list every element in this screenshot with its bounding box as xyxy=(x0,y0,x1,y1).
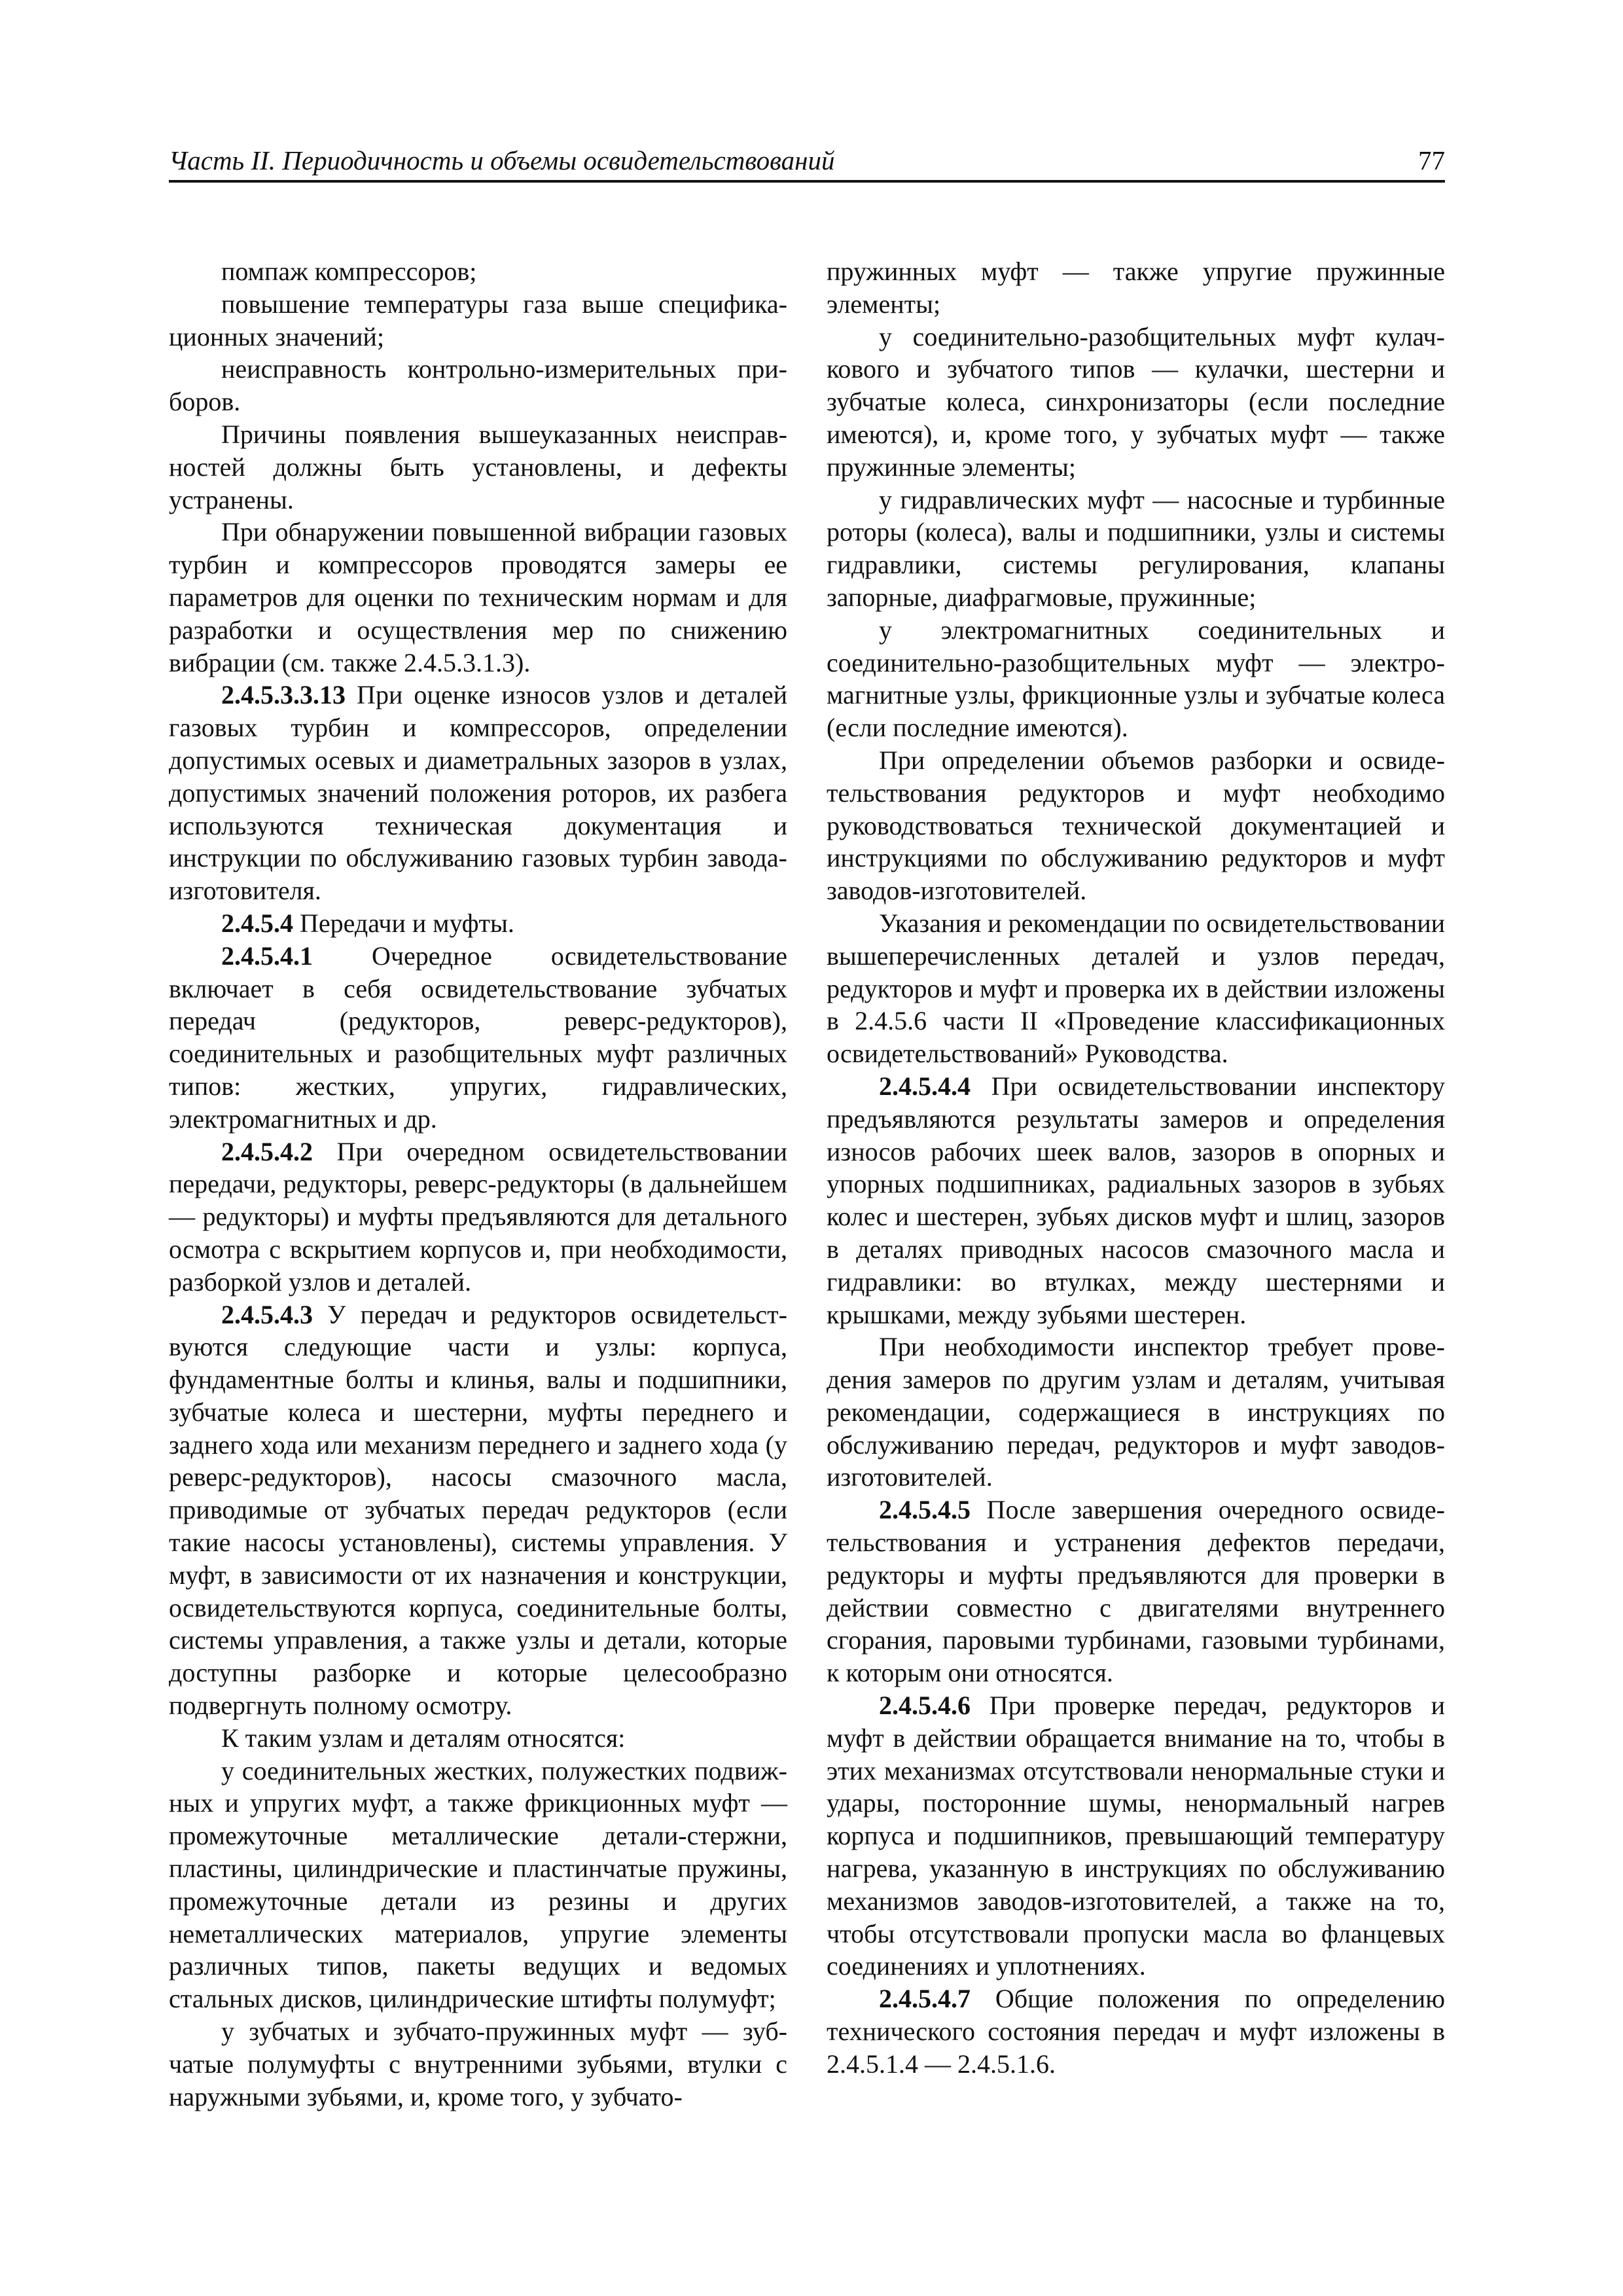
section-number: 2.4.5.4.5 xyxy=(879,1495,971,1525)
paragraph xyxy=(169,288,787,353)
paragraph xyxy=(827,1494,1445,1689)
section-number: 2.4.5.4.4 xyxy=(879,1071,971,1101)
paragraph xyxy=(169,907,787,940)
paragraph-text: При проверке передач, редукторов и муфт в действии обращается внимание на то, чтобы в этих механизмах отсутствовали ненормальные стуки и удары, посторонние шумы, ненормальный нагрев корпуса и подшипников, превышающий температуру нагрева, указанную в инструкциях по обслуживанию механизмов заводов-изготовителей, а также на то, чтобы отсутствовали пропуски масла во фланцевых соединениях и уплотнениях. xyxy=(827,1691,1445,1981)
paragraph-text: При оценке износов узлов и деталей газовых турбин и компрессоров, определении допустимых осевых и диаметральных зазоров в узлах, допустимых значений положения роторов, их разбега используются техническая документация и инструкции по обслуживанию газовых турбин завода-изготовителя. xyxy=(169,680,787,906)
paragraph xyxy=(169,1755,787,2015)
paragraph-text: При определении объемов разборки и освидетельствования редукторов и муфт необходимо руководствоваться технической документацией и инструкциями по обслуживанию редукторов и муфт заводов-изготовителей. xyxy=(827,745,1445,906)
paragraph xyxy=(169,353,787,418)
paragraph xyxy=(827,255,1445,321)
paragraph xyxy=(169,516,787,679)
paragraph-text: После завершения очередного освидетельствования и устранения дефектов передачи, редукторы и муфты предъявляются для проверки в действии совместно с двигателями внутреннего сгорания, паровыми турбинами, газовыми турбинами, к которым они относятся. xyxy=(827,1495,1445,1688)
paragraph-text: у зубчатых и зубчато-пружинных муфт — зубчатые полумуфты с внутренними зубьями, втулки с наружными зубьями, и, кроме того, у зубчато- xyxy=(169,2017,787,2111)
section-number: 2.4.5.4.2 xyxy=(221,1136,313,1166)
paragraph-text: помпаж компрессоров; xyxy=(221,257,477,286)
paragraph xyxy=(169,1722,787,1755)
paragraph-text: Общие положения по определению технического состояния передач и муфт изложены в 2.4.5.1.4 — 2.4.5.1.6. xyxy=(827,1984,1445,2079)
section-number: 2.4.5.4 xyxy=(221,908,293,938)
paragraph-text: у электромагнитных соединительных и соединительно-разобщительных муфт — электромагнитные узлы, фрикционные узлы и зубчатые колеса (если последние имеются). xyxy=(827,615,1445,743)
paragraph-text: пружинных муфт — также упругие пружинные элементы; xyxy=(827,257,1445,319)
paragraph xyxy=(169,255,787,288)
left-column xyxy=(169,255,787,2113)
page-number: 77 xyxy=(1418,145,1445,175)
paragraph xyxy=(827,1982,1445,2080)
paragraph-text: При обнаружении повышенной вибрации газовых турбин и компрессоров проводятся замеры ее параметров для оценки по техническим нормам и для разработки и осуществления мер по снижению вибрации (см. также 2.4.5.3.1.3). xyxy=(169,517,787,677)
paragraph xyxy=(827,1070,1445,1331)
paragraph-text: Очередное освидетельствование включает в себя освидетельствование зубчатых передач (редукторов, реверс-редукторов), соединительных и разобщительных муфт различных типов: жестких, упругих, гидравлических, электромагнитных и др. xyxy=(169,941,787,1134)
section-number: 2.4.5.3.3.13 xyxy=(221,680,346,710)
paragraph xyxy=(169,940,787,1136)
paragraph-text: Указания и рекомендации по освидетельствовании вышеперечисленных деталей и узлов передач, редукторов и муфт и проверка их в действии изложены в 2.4.5.6 части II «Проведение классификационных освидетельствований» Руководства. xyxy=(827,908,1445,1069)
paragraph-text: У передач и редукторов освидетельствуются следующие части и узлы: корпуса, фундаментные болты и клинья, валы и подшипники, зубчатые колеса и шестерни, муфты переднего и заднего хода или механизм переднего и заднего хода (у реверс-редукторов), насосы смазочного масла, приводимые от зубчатых передач редукторов (если такие насосы установлены), системы управления. У муфт, в зависимости от их назначения и конструкции, освидетельствуются корпуса, соединительные болты, системы управления, а также узлы и детали, которые доступны разборке и которые целесообразно подвергнуть полному осмотру. xyxy=(169,1299,787,1721)
paragraph xyxy=(169,1299,787,1722)
paragraph xyxy=(169,2015,787,2113)
paragraph xyxy=(827,744,1445,907)
paragraph xyxy=(827,1689,1445,1982)
paragraph xyxy=(169,418,787,516)
section-number: 2.4.5.4.3 xyxy=(221,1299,313,1329)
paragraph-text: у гидравлических муфт — насосные и турбинные роторы (колеса), валы и подшипники, узлы и системы гидравлики, системы регулирования, клапаны запорные, диафрагмовые, пружинные; xyxy=(827,484,1445,612)
section-number: 2.4.5.4.7 xyxy=(879,1984,971,2014)
paragraph xyxy=(827,1331,1445,1494)
paragraph xyxy=(169,679,787,907)
paragraph-text: При освидетельствовании инспектору предъявляются результаты замеров и определения износов рабочих шеек валов, зазоров в опорных и упорных подшипниках, радиальных зазоров в зубьях колес и шестерен, зубьях дисков муфт и шлиц, зазоров в деталях приводных насосов смазочного масла и гидравлики: во втулках, между шестернями и крышками, между зубьями шестерен. xyxy=(827,1071,1445,1329)
section-number: 2.4.5.4.1 xyxy=(221,941,313,971)
paragraph xyxy=(169,1136,787,1299)
paragraph-text: Причины появления вышеуказанных неисправностей должны быть установлены, и дефекты устранены. xyxy=(169,419,787,514)
right-column xyxy=(827,255,1445,2081)
paragraph-text: При очередном освидетельствовании передачи, редукторы, реверс-редукторы (в дальнейшем — редукторы) и муфты предъявляются для детального осмотра с вскрытием корпусов и, при необходимости, разборкой узлов и деталей. xyxy=(169,1136,787,1297)
paragraph xyxy=(827,907,1445,1070)
paragraph-text: К таким узлам и деталям относятся: xyxy=(221,1723,626,1753)
paragraph-text: неисправность контрольно-измерительных приборов. xyxy=(169,354,787,417)
paragraph xyxy=(827,484,1445,614)
section-number: 2.4.5.4.6 xyxy=(879,1691,971,1721)
paragraph-text: у соединительных жестких, полужестких подвиж-ных и упругих муфт, а также фрикционных муфт — промежуточные металлические детали-стержни, пластины, цилиндрические и пластинчатые пружины, промежуточные детали из резины и других неметаллических материалов, упругие элементы различных типов, пакеты ведущих и ведомых стальных дисков, цилиндрические штифты полумуфт; xyxy=(169,1755,787,2014)
paragraph-text: Передачи и муфты. xyxy=(293,908,514,938)
paragraph xyxy=(827,614,1445,744)
paragraph-text: При необходимости инспектор требует проведения замеров по другим узлам и деталям, учитывая рекомендации, содержащиеся в инструкциях по обслуживанию передач, редукторов и муфт заводов-изготовителей. xyxy=(827,1332,1445,1492)
paragraph xyxy=(827,321,1445,484)
paragraph-text: повышение температуры газа выше спецификационных значений; xyxy=(169,289,787,351)
running-header xyxy=(169,141,1445,183)
running-header-title: Часть II. Периодичность и объемы освидетельствований xyxy=(169,145,835,175)
paragraph-text: у соединительно-разобщительных муфт кулачкового и зубчатого типов — кулачки, шестерни и зубчатые колеса, синхронизаторы (если последние имеются), и, кроме того, у зубчатых муфт — также пружинные элементы; xyxy=(827,321,1445,482)
